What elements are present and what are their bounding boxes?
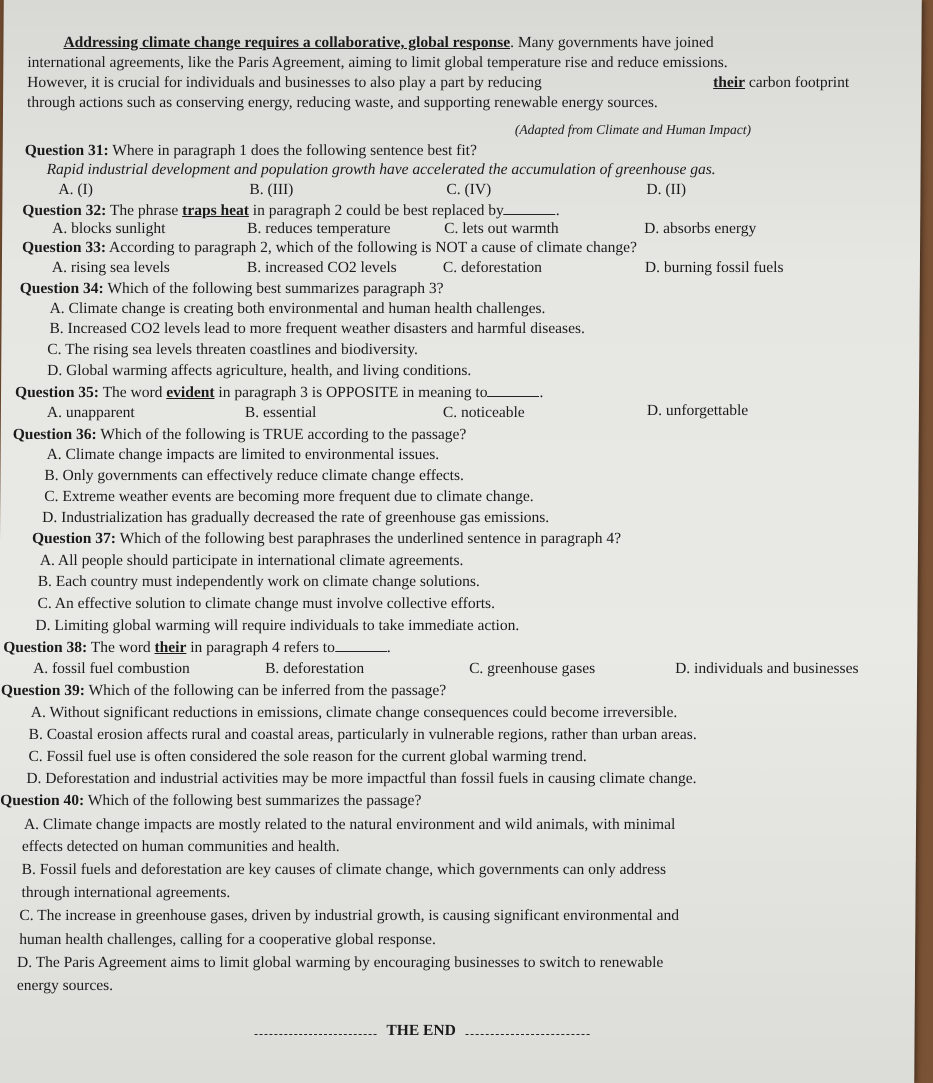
option-40-d-cont: energy sources. [16, 977, 114, 994]
answer-blank [487, 383, 539, 397]
option-35-d[interactable]: D. unforgettable [646, 402, 749, 419]
question-32: Question 32: The phrase traps heat in paragraph 2 could be best replaced by . [22, 202, 560, 219]
question-35-word: evident [166, 384, 215, 401]
the-end-footer: THE END [255, 1022, 590, 1040]
option-31-c[interactable]: C. (IV) [446, 181, 492, 198]
option-40-c[interactable]: C. The increase in greenhouse gases, driven by industrial growth, is causing significant environmental and [19, 907, 680, 924]
option-40-b[interactable]: B. Fossil fuels and deforestation are key causes of climate change, which governments can only address [21, 861, 667, 878]
option-34-b[interactable]: B. Increased CO2 levels lead to more frequent weather disasters and harmful diseases. [49, 320, 585, 337]
option-31-d[interactable]: D. (II) [646, 181, 687, 198]
passage-line-1: Addressing climate change requires a collaborative, global response. Many governments have joined [63, 34, 714, 51]
option-35-a[interactable]: A. unapparent [46, 404, 135, 421]
option-31-b[interactable]: B. (III) [249, 181, 294, 198]
option-38-d[interactable]: D. individuals and businesses [675, 660, 859, 677]
question-37: Question 37: Which of the following best paraphrases the underlined sentence in paragraph 4? [31, 530, 622, 547]
question-38-word: their [154, 639, 187, 656]
option-35-b[interactable]: B. essential [244, 404, 317, 421]
question-31: Question 31: Where in paragraph 1 does the following sentence best fit? [24, 142, 477, 159]
option-33-d[interactable]: D. burning fossil fuels [644, 259, 784, 276]
option-34-c[interactable]: C. The rising sea levels threaten coastlines and biodiversity. [47, 341, 419, 358]
option-35-c[interactable]: C. noticeable [442, 404, 525, 421]
question-32-phrase: traps heat [182, 202, 249, 219]
option-36-d[interactable]: D. Industrialization has gradually decreased the rate of greenhouse gas emissions. [42, 509, 550, 526]
option-32-c[interactable]: C. lets out warmth [444, 220, 559, 237]
option-38-a[interactable]: A. fossil fuel combustion [33, 660, 190, 677]
option-37-c[interactable]: C. An effective solution to climate change must involve collective efforts. [37, 595, 496, 612]
question-39: Question 39: Which of the following can be inferred from the passage? [0, 682, 447, 699]
option-37-a[interactable]: A. All people should participate in international climate agreements. [39, 552, 464, 569]
option-34-d[interactable]: D. Global warming affects agriculture, health, and living conditions. [47, 362, 472, 379]
option-31-a[interactable]: A. (I) [58, 181, 93, 198]
option-37-d[interactable]: D. Limiting global warming will require individuals to take immediate action. [35, 617, 520, 634]
option-39-b[interactable]: B. Coastal erosion affects rural and coastal areas, particularly in vulnerable regions, rather than urban areas. [28, 726, 697, 743]
question-38: Question 38: The word their in paragraph 4 refers to . [3, 639, 391, 656]
option-36-a[interactable]: A. Climate change impacts are limited to environmental issues. [46, 446, 440, 463]
option-32-b[interactable]: B. reduces temperature [247, 220, 391, 237]
option-33-b[interactable]: B. increased CO2 levels [246, 259, 397, 276]
option-34-a[interactable]: A. Climate change is creating both environmental and human health challenges. [49, 300, 546, 317]
passage-word-their: their [713, 74, 746, 91]
question-35: Question 35: The word evident in paragraph 3 is OPPOSITE in meaning to . [14, 384, 544, 401]
option-32-a[interactable]: A. blocks sunlight [52, 220, 166, 237]
option-39-d[interactable]: D. Deforestation and industrial activities may be more impactful than fossil fuels in causing climate change. [26, 770, 697, 787]
answer-blank [335, 638, 387, 652]
option-39-a[interactable]: A. Without significant reductions in emissions, climate change consequences could become irreversible. [30, 704, 678, 721]
dashed-rule-right [466, 1025, 590, 1035]
passage-source: (Adapted from Climate and Human Impact) [514, 122, 752, 137]
passage-line-3: However, it is crucial for individuals and businesses to also play a part by reducing their carbon footprint [27, 74, 850, 91]
option-33-c[interactable]: C. deforestation [442, 259, 542, 276]
option-33-a[interactable]: A. rising sea levels [51, 259, 170, 276]
option-40-b-cont: through international agreements. [21, 884, 231, 901]
option-38-b[interactable]: B. deforestation [265, 660, 365, 677]
passage-line-4: through actions such as conserving energy, reducing waste, and supporting renewable energy sources. [27, 94, 658, 111]
option-36-b[interactable]: B. Only governments can effectively reduce climate change effects. [44, 467, 464, 484]
question-34: Question 34: Which of the following best summarizes paragraph 3? [19, 280, 444, 297]
option-38-c[interactable]: C. greenhouse gases [469, 660, 596, 677]
option-36-c[interactable]: C. Extreme weather events are becoming more frequent due to climate change. [44, 488, 534, 505]
question-31-quote: Rapid industrial development and population growth have accelerated the accumulation of greenhouse gas. [46, 161, 716, 178]
option-39-c[interactable]: C. Fossil fuel use is often considered the sole reason for the current global warming trend. [28, 748, 587, 765]
option-40-c-cont: human health challenges, calling for a cooperative global response. [19, 931, 436, 948]
passage-underlined-sentence: Addressing climate change requires a collaborative, global response [63, 34, 511, 51]
option-40-a[interactable]: A. Climate change impacts are mostly related to the natural environment and wild animals, with minimal [23, 816, 676, 833]
passage-line-2: international agreements, like the Paris Agreement, aiming to limit global temperature rise and reduce emissions. [27, 54, 728, 71]
option-40-d[interactable]: D. The Paris Agreement aims to limit global warming by encouraging businesses to switch to renewable [17, 954, 664, 971]
answer-blank [504, 201, 556, 215]
option-32-d[interactable]: D. absorbs energy [644, 220, 757, 237]
dashed-rule-left [255, 1025, 377, 1035]
question-36: Question 36: Which of the following is TRUE according to the passage? [12, 426, 467, 443]
option-37-b[interactable]: B. Each country must independently work on climate change solutions. [37, 573, 480, 590]
option-40-a-cont: effects detected on human communities and health. [21, 838, 340, 855]
question-33: Question 33: According to paragraph 2, which of the following is NOT a cause of climate change? [21, 239, 637, 256]
question-40: Question 40: Which of the following best summarizes the passage? [0, 792, 422, 809]
